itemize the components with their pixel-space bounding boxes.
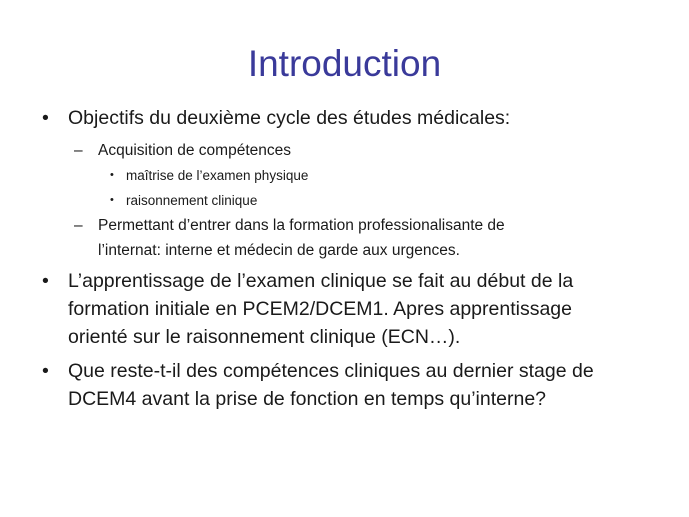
- dash-bullet-icon: –: [74, 217, 83, 234]
- bullet-line: L’apprentissage de l’examen clinique se fait au début de la: [68, 270, 574, 292]
- bullet-que-reste: [40, 357, 660, 413]
- slide-content: [40, 104, 660, 419]
- bullet-line: Que reste-t-il des compétences cliniques au dernier stage de: [68, 360, 594, 382]
- slide-title: Introduction: [247, 43, 442, 84]
- bullet-dot-icon: •: [42, 107, 49, 129]
- sub-sub-bullet-raisonnement: [40, 188, 660, 213]
- sub-sub-bullet-text: raisonnement clinique: [126, 193, 258, 208]
- dash-bullet-icon: –: [74, 142, 83, 159]
- bullet-text: Objectifs du deuxième cycle des études médicales:: [68, 107, 511, 129]
- sub-bullet-text: Acquisition de compétences: [98, 142, 292, 159]
- sub-bullet-line: l’internat: interne et médecin de garde aux urgences.: [98, 242, 460, 259]
- bullet-line: orienté sur le raisonnement clinique (ECN…).: [68, 326, 461, 348]
- bullet-line: DCEM4 avant la prise de fonction en temps qu’interne?: [68, 388, 547, 410]
- sub-sub-bullet-examen: [40, 163, 660, 188]
- bullet-objectifs: [40, 104, 660, 132]
- bullet-dot-icon: •: [42, 360, 49, 382]
- bullet-apprentissage: [40, 267, 660, 351]
- bullet-line: formation initiale en PCEM2/DCEM1. Apres apprentissage: [68, 298, 572, 320]
- sub-bullet-permettant: [40, 213, 660, 263]
- sub-bullet-line: Permettant d’entrer dans la formation professionalisante de: [98, 217, 505, 234]
- small-dot-bullet-icon: •: [110, 194, 114, 206]
- sub-bullet-acquisition: [40, 138, 660, 163]
- bullet-dot-icon: •: [42, 270, 49, 292]
- small-dot-bullet-icon: •: [110, 169, 114, 181]
- sub-sub-bullet-text: maîtrise de l’examen physique: [126, 168, 309, 183]
